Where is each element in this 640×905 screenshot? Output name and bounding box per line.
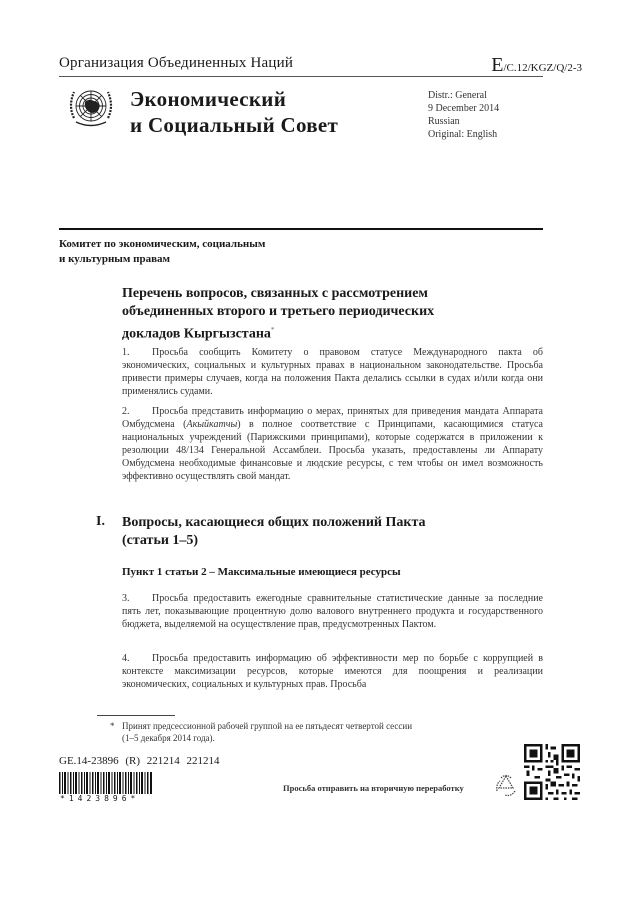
title-line3 [122,321,542,344]
recycle-icon [493,773,519,799]
footnote [110,720,412,744]
paragraph-number: 4. [122,653,130,664]
paragraph-text: Просьба представить информацию о мерах, принятых для приведения мандата Аппарата Омбудсмена ( [122,406,543,430]
recycle-text: Просьба отправить на вторичную переработку [283,783,464,793]
footnote-ref[interactable]: * [270,326,275,334]
paragraph-text: Просьба сообщить Комитету о правовом статусе Международного пакта об экономических, социальных и культурных правах в национальном законодательстве. Просьба привести примеры случаев, когда на положения Пакта делались ссылки в судах и/или когда они применялись судами. [122,347,543,397]
section-title-line2: (статьи 1–5) [122,533,199,548]
barcode-icon [59,772,153,794]
paragraph-text: Просьба предоставить ежегодные сравнительные статистические данные за последние пять лет, показывающие процентную долю валового внутреннего продукта и государственного бюджета, выделяемой на осуществление прав, предусмотренных Пактом. [122,593,543,630]
paragraph-4 [122,653,543,692]
title-rule [59,228,543,230]
paragraph-italic: Акыйкатчы [186,418,238,430]
paragraph-1 [122,347,543,399]
distr-status: Distr.: General [428,90,487,101]
symbol-prefix: E [491,54,504,76]
council-name [130,86,338,138]
title-line2: объединенных второго и третьего периодических [122,304,435,319]
council-line2: и Социальный Совет [130,113,339,137]
un-emblem-icon [66,82,116,132]
distr-original: Original: English [428,129,498,140]
footer-date-2: 221214 [186,755,220,767]
section-number: I. [96,514,105,529]
paragraph-text: ) в полное соответствие с Принципами, касающимися статуса национальных учреждений (Парижскими принципами), которые содержатся в приложении к резолюции 48/134 Генеральной Ассамблеи. Просьба указать, предоставлены ли Аппарату Омбудсмена необходимые финансовые и людские ресурсы, с тем чтобы он имел возможность эффективно осуществлять свой мандат. [122,418,543,482]
paragraph-3 [122,593,543,632]
footnote-line1: Принят предсессионной рабочей группой на ее пятьдесят четвертой сессии [122,721,413,731]
footnote-line2: (1–5 декабря 2014 года). [122,733,215,743]
distr-language: Russian [428,116,460,127]
job-number-line [59,755,220,767]
committee-line2: и культурным правам [59,253,170,265]
barcode-number: *1423896* [60,794,140,803]
distribution-info [428,89,499,141]
organization-name: Организация Объединенных Наций [59,55,294,71]
header-rule [59,76,543,77]
paragraph-number: 2. [122,406,130,417]
title-line3-text: докладов Кыргызстана [122,326,271,342]
symbol-rest: /C.12/KGZ/Q/2-3 [503,62,582,74]
paragraph-2 [122,406,543,483]
subheading: Пункт 1 статьи 2 – Максимальные имеющиеся ресурсы [122,566,401,578]
paragraph-number: 3. [122,593,130,604]
title-line1: Перечень вопросов, связанных с рассмотрением [122,286,428,301]
committee-name [59,237,265,267]
footnote-mark: * [110,721,115,731]
committee-line1: Комитет по экономическим, социальным [59,238,266,250]
language-code: (R) [125,755,140,767]
distr-date: 9 December 2014 [428,103,500,114]
paragraph-text: Просьба предоставить информацию об эффективности мер по борьбе с коррупцией в контексте максимизации ресурсов, которые имеются для поощрения и реализации экономических, социальных и культурных прав. Просьба [122,653,543,690]
footer-date-1: 221214 [146,755,180,767]
section-title [122,514,522,550]
document-title [122,285,542,344]
document-symbol [491,54,582,77]
council-line1: Экономический [130,87,287,111]
section-title-line1: Вопросы, касающиеся общих положений Пакта [122,515,426,530]
footnote-separator [97,715,175,716]
paragraph-number: 1. [122,347,130,358]
qr-code-icon [524,744,580,800]
job-number: GE.14-23896 [59,755,119,767]
